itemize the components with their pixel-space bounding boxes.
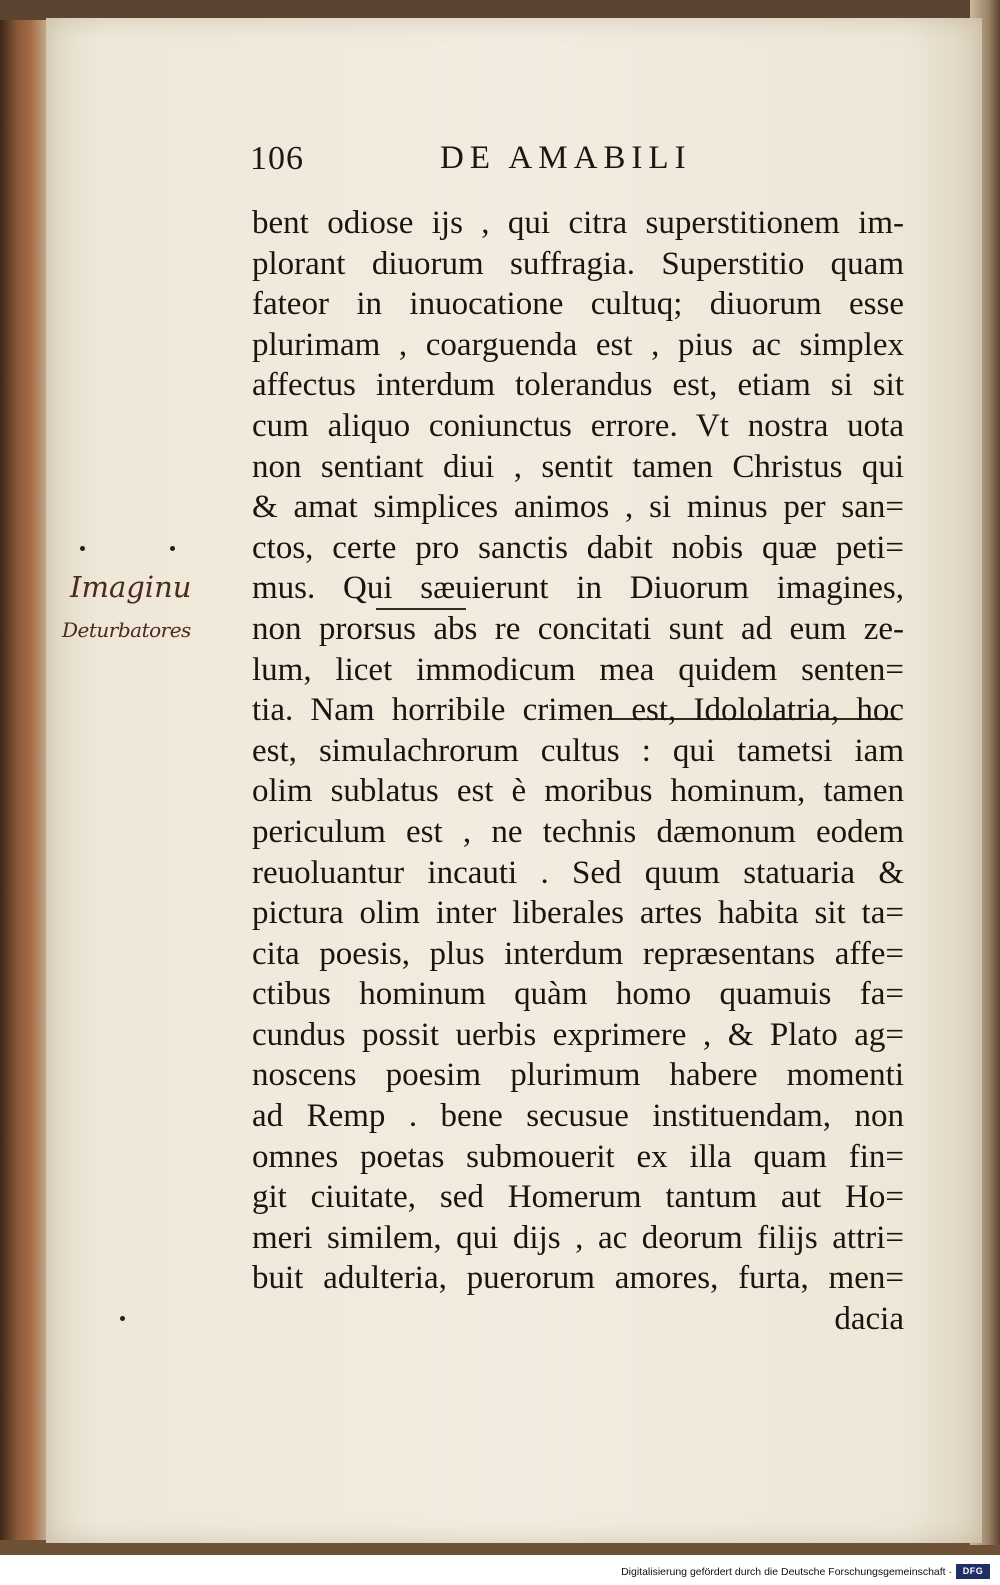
running-head [250,140,710,184]
running-title: DE AMABILI [440,140,692,176]
text-line: ctos, certe pro sanctis dabit nobis quæ peti= [252,529,904,566]
main-text-block [252,203,904,1340]
text-line: plurimam , coarguenda est , pius ac simplex [252,326,904,363]
text-line: buit adulteria, puerorum amores, furta, men= [252,1260,904,1297]
catchword: dacia [834,1301,904,1338]
text-line: meri similem, qui dijs , ac deorum filijs attri= [252,1219,904,1256]
text-line: non prorsus abs re concitati sunt ad eum ze- [252,610,904,647]
text-line: affectus interdum tolerandus est, etiam si sit [252,367,904,404]
text-line: olim sublatus est è moribus hominum, tamen [252,773,904,810]
text-line: cita poesis, plus interdum repræsentans affe= [252,935,904,972]
text-line: fateor in inuocatione cultuq; diuorum esse [252,286,904,323]
text-line: ad Remp . bene secusue instituendam, non [252,1098,904,1135]
text-line: git ciuitate, sed Homerum tantum aut Ho= [252,1179,904,1216]
text-line: lum, licet immodicum mea quidem senten= [252,651,904,688]
footer-bar [0,1555,1000,1585]
text-line: ctibus hominum quàm homo quamuis fa= [252,976,904,1013]
handwritten-marginalia [62,570,252,660]
ink-dot [120,1316,125,1321]
text-line: omnes poetas submouerit ex illa quam fin= [252,1138,904,1175]
text-line: & amat simplices animos , si minus per san= [252,489,904,526]
text-line: cum aliquo coniunctus errore. Vt nostra uota [252,407,904,444]
text-line: pictura olim inter liberales artes habita sit ta= [252,895,904,932]
text-line: est, simulachrorum cultus : qui tametsi iam [252,732,904,769]
marginal-note-line: Deturbatores [62,618,191,642]
digitization-credit: Digitalisierung gefördert durch die Deutsche Forschungsgemeinschaft · [621,1566,952,1578]
text-line: periculum est , ne technis dæmonum eodem [252,813,904,850]
text-line: tia. Nam horribile crimen est, Idololatria, hoc [252,692,904,729]
book-spine-edge [0,20,50,1540]
ink-dot [170,546,175,551]
text-line: mus. Qui sæuierunt in Diuorum imagines, [252,570,904,607]
text-line: cundus possit uerbis exprimere , & Plato ag= [252,1016,904,1053]
text-line: noscens poesim plurimum habere momenti [252,1057,904,1094]
text-line: bent odiose ijs , qui citra superstitionem im- [252,205,904,241]
text-line: non sentiant diui , sentit tamen Christus qui [252,448,904,485]
text-line: reuoluantur incauti . Sed quum statuaria & [252,854,904,891]
ink-dot [80,546,85,551]
page-number: 106 [250,140,304,177]
text-line: plorant diuorum suffragia. Superstitio quam [252,245,904,282]
dfg-logo-icon: DFG [956,1564,990,1579]
marginal-note-line: Imaginu [70,570,192,604]
